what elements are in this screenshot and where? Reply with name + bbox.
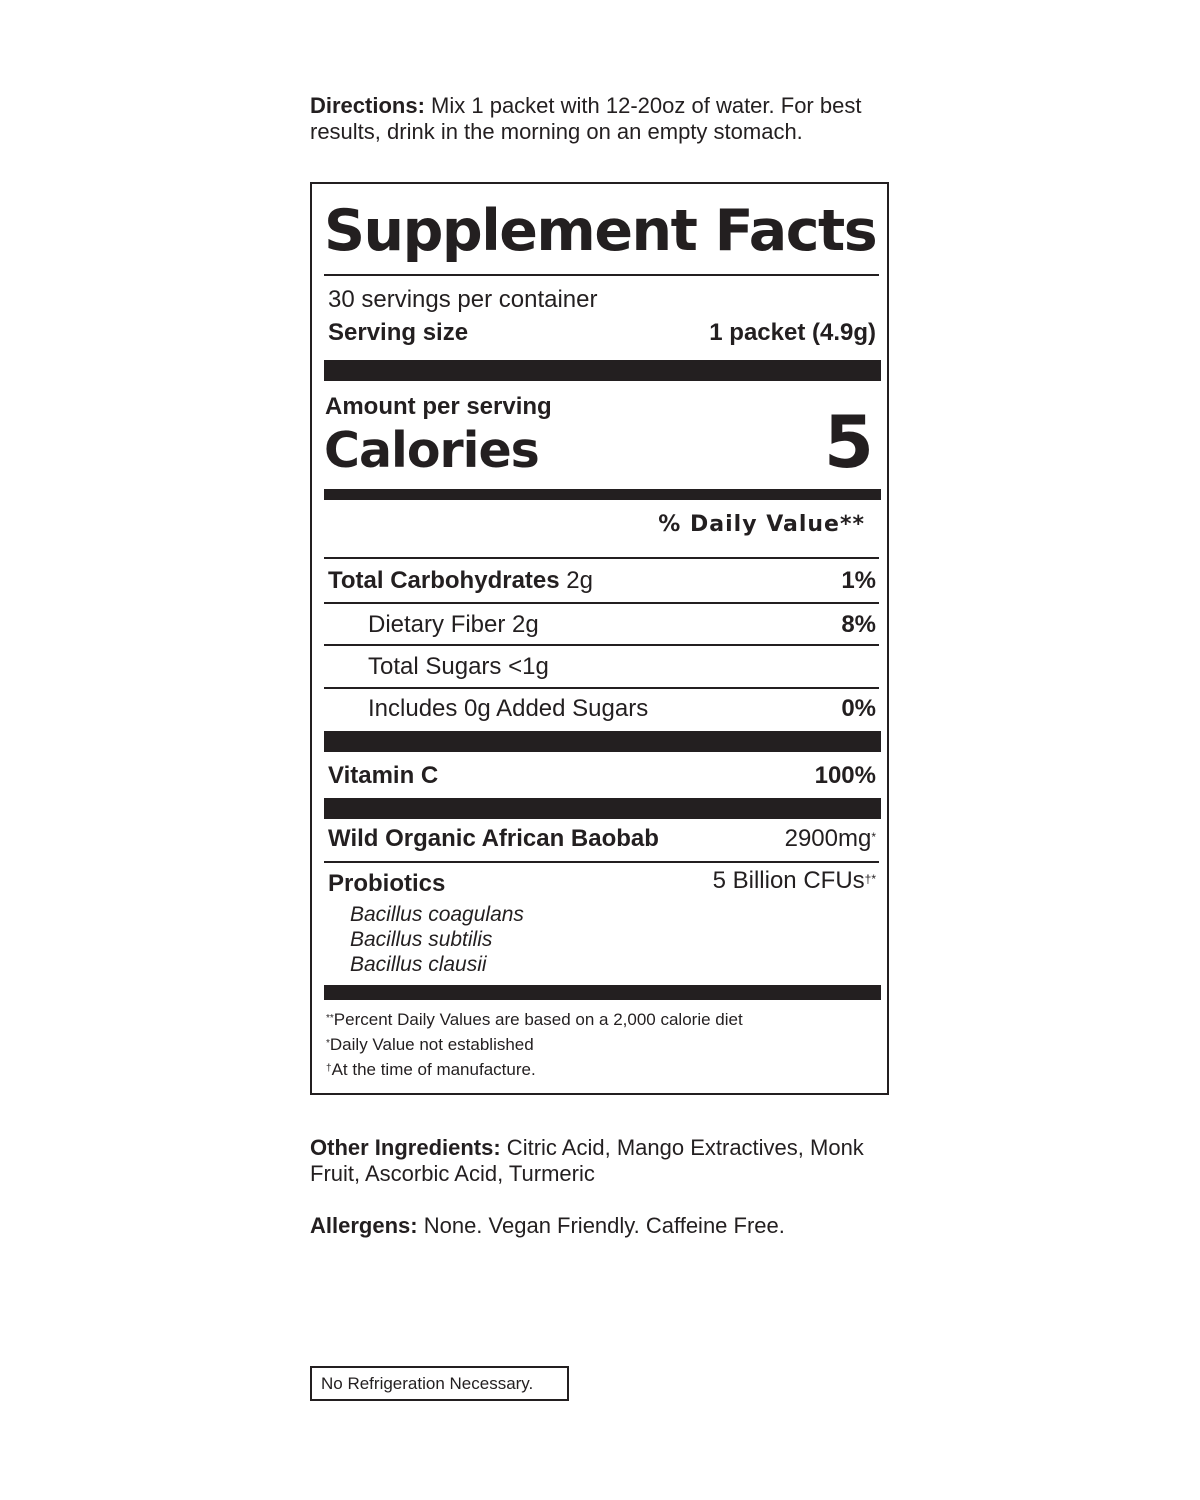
other-ingredients-list: Citric Acid, Mango Extractives, Monk Fruit, Ascorbic Acid, Turmeric (310, 1135, 864, 1186)
nutrient-dv: 8% (841, 611, 876, 638)
nutrient-row-vitamin-c (328, 761, 876, 791)
directions-label: Directions: (310, 93, 425, 118)
directions-text (310, 93, 900, 145)
ingredient-name: Probiotics (328, 870, 446, 897)
nutrient-row-total-carbohydrates (328, 566, 876, 596)
nutrient-row-added-sugars (368, 694, 876, 724)
probiotic-strain: Bacillus coagulans (350, 903, 524, 926)
ingredient-row-probiotics (328, 869, 876, 899)
divider (324, 602, 879, 604)
divider (324, 644, 879, 646)
medium-divider (324, 489, 881, 500)
thick-divider (324, 985, 881, 1000)
footnote: **Percent Daily Values are based on a 2,000 calorie diet (326, 1010, 743, 1029)
directions-body: Mix 1 packet with 12-20oz of water. For best results, drink in the morning on an empty stomach. (310, 93, 862, 144)
servings-per-container: 30 servings per container (328, 286, 598, 313)
serving-size-label: Serving size (328, 319, 469, 346)
serving-size-value: 1 packet (4.9g) (709, 319, 876, 346)
amount-per-serving: Amount per serving (325, 393, 552, 420)
panel-title: Supplement Facts (324, 198, 877, 264)
ingredient-amount: 2900mg* (784, 825, 876, 852)
footnote: *Daily Value not established (326, 1035, 534, 1054)
ingredient-row-baobab (328, 824, 876, 854)
nutrient-name: Total Carbohydrates (328, 567, 560, 594)
nutrient-dv: 1% (841, 567, 876, 594)
footnote-mark: * (871, 830, 876, 844)
thick-divider (324, 360, 881, 381)
nutrient-dv: 100% (814, 762, 876, 789)
divider (324, 274, 879, 276)
nutrient-name: Total Sugars <1g (368, 653, 549, 680)
thick-divider (324, 731, 881, 752)
nutrient-row-dietary-fiber (368, 610, 876, 640)
nutrient-row-total-sugars (368, 652, 876, 682)
other-ingredients (310, 1135, 900, 1187)
other-ingredients-label: Other Ingredients: (310, 1135, 501, 1160)
thick-divider (324, 798, 881, 819)
allergens-text: None. Vegan Friendly. Caffeine Free. (417, 1213, 785, 1238)
supplement-facts-panel (310, 182, 889, 1095)
daily-value-header: % Daily Value** (658, 512, 865, 537)
nutrient-name: Vitamin C (328, 762, 439, 789)
probiotic-strain: Bacillus subtilis (350, 928, 493, 951)
calories-value: 5 (823, 400, 874, 484)
nutrient-name: Dietary Fiber 2g (368, 611, 539, 638)
divider (324, 687, 879, 689)
nutrient-dv: 0% (841, 695, 876, 722)
footnote: †At the time of manufacture. (326, 1060, 536, 1079)
allergens-label: Allergens: (310, 1213, 418, 1238)
divider (324, 557, 879, 559)
ingredient-name: Wild Organic African Baobab (328, 825, 659, 852)
calories-label: Calories (324, 422, 539, 479)
nutrient-amount: 2g (559, 567, 593, 594)
ingredient-amount: 5 Billion CFUs†* (712, 867, 876, 894)
serving-size-row (328, 318, 876, 348)
divider (324, 861, 879, 863)
allergens (310, 1213, 900, 1239)
footnote-mark: †* (864, 872, 876, 886)
probiotic-strain: Bacillus clausii (350, 953, 487, 976)
storage-note-box: No Refrigeration Necessary. (310, 1366, 569, 1401)
nutrient-name: Includes 0g Added Sugars (368, 695, 649, 722)
